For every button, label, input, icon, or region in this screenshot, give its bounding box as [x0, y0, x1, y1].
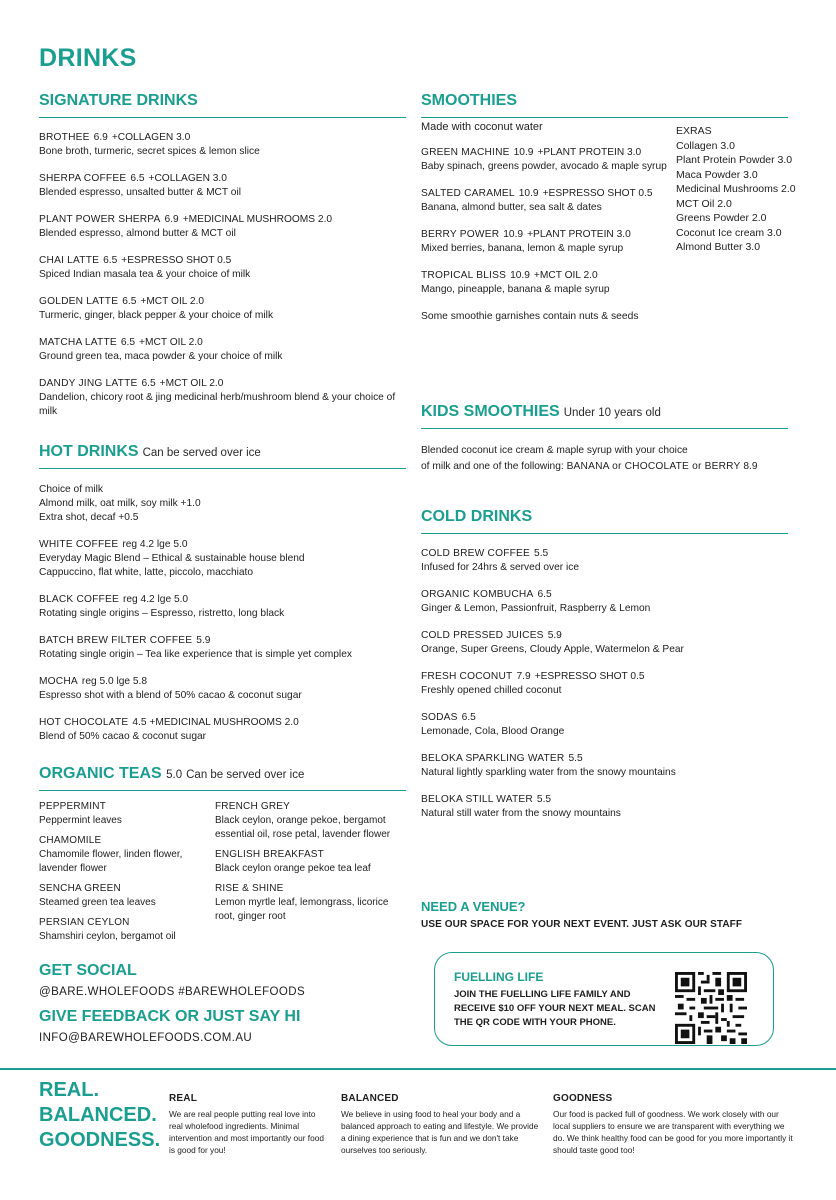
item-description: Bone broth, turmeric, secret spices & lemon slice: [39, 146, 260, 157]
item-name-row: [39, 131, 406, 145]
pillar-title: REAL: [169, 1093, 198, 1104]
item-price: 10.9: [510, 270, 530, 281]
teas-price: 5.0: [166, 769, 183, 781]
item-description: Dandelion, chicory root & jing medicinal herb/mushroom blend & your choice of milk: [39, 392, 396, 417]
item-name: COLD BREW COFFEE: [421, 548, 531, 559]
item-price: 5.5: [534, 548, 549, 559]
item-addon: +COLLAGEN 3.0: [148, 173, 227, 184]
cold-drinks-section: [421, 508, 788, 821]
item-description: Mango, pineapple, banana & maple syrup: [421, 284, 610, 295]
teas-subheading: Can be served over ice: [186, 769, 305, 781]
menu-item: [421, 228, 671, 256]
pillar-text: We are real people putting real love into real wholefood ingredients. Minimal intervention and most importantly our food is good for you!: [169, 1109, 324, 1155]
item-name: BELOKA STILL WATER: [421, 794, 533, 805]
smoothie-note: Some smoothie garnishes contain nuts & seeds: [421, 311, 639, 322]
item-name: WHITE COFFEE: [39, 539, 119, 550]
item-price: 10.9: [513, 147, 534, 158]
item-name-row: [39, 254, 406, 268]
item-description: Infused for 24hrs & served over ice: [421, 562, 579, 573]
item-description: Blend of 50% cacao & coconut sugar: [39, 731, 207, 742]
tea-name: FRENCH GREY: [215, 801, 290, 812]
item-name: BERRY POWER: [421, 229, 500, 240]
social-heading: GET SOCIAL: [39, 962, 137, 979]
item-price: 6.5: [120, 337, 136, 348]
hot-subheading: Can be served over ice: [142, 447, 261, 459]
item-price: 6.5: [130, 173, 145, 184]
pillar-goodness: [553, 1093, 793, 1156]
pillar-balanced: [341, 1093, 541, 1156]
item-price: reg 5.0 lge 5.8: [81, 676, 148, 687]
item-name: MATCHA LATTE: [39, 337, 117, 348]
tea-description: Chamomile flower, linden flower, lavender flower: [39, 849, 183, 874]
menu-item: [39, 377, 406, 419]
pillar-text: Our food is packed full of goodness. We work closely with our local suppliers to ensure we are transparent with everything we do. We think healthy food can be good for you more importantly it should taste good too!: [553, 1109, 793, 1155]
item-name: SODAS: [421, 712, 458, 723]
signature-heading: SIGNATURE DRINKS: [39, 92, 406, 118]
item-price: 10.9: [518, 188, 539, 199]
item-price: 10.9: [503, 229, 524, 240]
item-name-row: [39, 172, 406, 186]
item-description: Rotating single origin – Tea like experience that is simple yet complex: [39, 649, 352, 660]
venue-heading: NEED A VENUE?: [421, 899, 526, 914]
kids-line: of milk and one of the following:: [421, 461, 564, 472]
item-name: BLACK COFFEE: [39, 594, 119, 605]
item-name-row: [421, 670, 788, 684]
menu-item: [39, 634, 406, 662]
item-name: MOCHA: [39, 676, 78, 687]
extra-item: MCT Oil 2.0: [676, 197, 732, 210]
item-name: PLANT POWER SHERPA: [39, 214, 161, 225]
item-price: 6.5: [537, 589, 552, 600]
item-price: 5.9: [196, 635, 211, 646]
venue-text: USE OUR SPACE FOR YOUR NEXT EVENT. JUST ASK OUR STAFF: [421, 919, 743, 930]
kids-options: BANANA or CHOCOLATE or BERRY: [566, 461, 741, 472]
item-name-row: [421, 793, 788, 807]
item-addon: +PLANT PROTEIN 3.0: [527, 229, 631, 240]
tea-item: [215, 800, 395, 842]
menu-item: [421, 793, 788, 821]
kids-price: 8.9: [743, 461, 758, 472]
tea-item: [39, 882, 201, 910]
extras-heading: EXRAS: [676, 125, 712, 137]
menu-item: [421, 711, 788, 739]
tea-name: ENGLISH BREAKFAST: [215, 849, 324, 860]
extra-item: Medicinal Mushrooms 2.0: [676, 183, 796, 195]
item-price: 6.5: [141, 378, 156, 389]
cold-heading: COLD DRINKS: [421, 508, 788, 534]
item-price: reg 4.2 lge 5.0: [122, 594, 189, 605]
tea-name: PERSIAN CEYLON: [39, 917, 130, 928]
item-name-row: [421, 187, 671, 201]
kids-heading: KIDS SMOOTHIES: [421, 403, 560, 420]
extra-item: Coconut Ice cream 3.0: [676, 226, 782, 239]
menu-item: [421, 752, 788, 780]
contact-email[interactable]: INFO@BAREWHOLEFOODS.COM.AU: [39, 1032, 253, 1044]
item-name-row: [39, 295, 406, 309]
tea-item: [39, 800, 201, 828]
tea-name: CHAMOMILE: [39, 835, 102, 846]
menu-item: [421, 146, 671, 174]
item-name: GREEN MACHINE: [421, 147, 510, 158]
extra-item: Plant Protein Powder 3.0: [676, 154, 793, 166]
item-name: COLD PRESSED JUICES: [421, 630, 544, 641]
menu-item: [39, 716, 406, 744]
item-description: Spiced Indian masala tea & your choice of milk: [39, 269, 251, 280]
item-name: TROPICAL BLISS: [421, 270, 507, 281]
venue-section: [421, 899, 801, 930]
item-name: CHAI LATTE: [39, 255, 100, 266]
item-description: Turmeric, ginger, black pepper & your choice of milk: [39, 310, 274, 321]
menu-item: [39, 336, 406, 364]
item-addon: +MCT OIL 2.0: [140, 296, 205, 307]
item-name-row: [39, 675, 406, 689]
item-description: Lemonade, Cola, Blood Orange: [421, 726, 565, 737]
menu-item: [39, 538, 406, 580]
item-name-row: [39, 336, 406, 350]
item-name: SALTED CARAMEL: [421, 188, 515, 199]
item-addon: +MCT OIL 2.0: [533, 270, 598, 281]
item-name: GOLDEN LATTE: [39, 296, 119, 307]
item-name-row: [39, 538, 406, 552]
item-addon: +MCT OIL 2.0: [159, 378, 224, 389]
milk-line: Almond milk, oat milk, soy milk +1.0: [39, 498, 201, 509]
tagline: [39, 1078, 160, 1153]
item-addon: +COLLAGEN 3.0: [111, 132, 191, 143]
tea-item: [215, 882, 395, 924]
page-title: DRINKS: [39, 44, 137, 72]
extra-item: Collagen 3.0: [676, 139, 735, 152]
item-price: reg 4.2 lge 5.0: [122, 539, 188, 550]
tea-description: Steamed green tea leaves: [39, 897, 156, 908]
menu-item: [421, 187, 671, 215]
item-description: Mixed berries, banana, lemon & maple syrup: [421, 243, 624, 254]
menu-item: [421, 547, 788, 575]
item-price: 6.9: [93, 132, 108, 143]
item-description: Everyday Magic Blend – Ethical & sustainable house blend: [39, 553, 305, 564]
item-name: HOT CHOCOLATE: [39, 717, 129, 728]
item-price: 4.5 +MEDICINAL MUSHROOMS 2.0: [132, 717, 299, 728]
item-name: DANDY JING LATTE: [39, 378, 138, 389]
smoothies-heading: SMOOTHIES: [421, 92, 788, 118]
item-addon: +PLANT PROTEIN 3.0: [537, 147, 642, 158]
promo-text: JOIN THE FUELLING LIFE FAMILY AND RECEIVE $10 OFF YOUR NEXT MEAL. SCAN THE QR CODE WITH YOUR PHONE.: [454, 989, 656, 1028]
item-addon: +ESPRESSO SHOT 0.5: [121, 255, 232, 266]
item-name: FRESH COCONUT: [421, 671, 513, 682]
kids-line: Blended coconut ice cream & maple syrup with your choice: [421, 445, 688, 456]
feedback-heading: GIVE FEEDBACK OR JUST SAY HI: [39, 1008, 301, 1025]
item-name-row: [421, 711, 788, 725]
item-description: Rotating single origins – Espresso, ristretto, long black: [39, 608, 285, 619]
item-addon: +ESPRESSO SHOT 0.5: [542, 188, 653, 199]
social-handles[interactable]: @BARE.WHOLEFOODS #BAREWHOLEFOODS: [39, 986, 306, 998]
tea-description: Black ceylon, orange pekoe, bergamot essential oil, rose petal, lavender flower: [215, 815, 391, 840]
item-price: 6.5: [122, 296, 137, 307]
milk-line: Extra shot, decaf +0.5: [39, 512, 139, 523]
promo-heading: FUELLING LIFE: [454, 970, 544, 984]
item-description: Freshly opened chilled coconut: [421, 685, 562, 696]
tagline-line: GOODNESS.: [39, 1129, 161, 1151]
tea-description: Peppermint leaves: [39, 815, 122, 826]
extra-item: Maca Powder 3.0: [676, 168, 758, 181]
item-name-row: [39, 716, 406, 730]
item-name-row: [421, 547, 788, 561]
pillar-text: We believe in using food to heal your body and a balanced approach to eating and lifestyle. We provide a dining experience that is fun and we don't take ourselves too seriously.: [341, 1109, 539, 1155]
item-description: Blended espresso, almond butter & MCT oil: [39, 228, 236, 239]
item-description: Blended espresso, unsalted butter & MCT oil: [39, 187, 241, 198]
signature-section: [39, 92, 406, 419]
tagline-line: BALANCED.: [39, 1104, 157, 1126]
tea-description: Black ceylon orange pekoe tea leaf: [215, 863, 371, 874]
item-name-row: [421, 146, 671, 160]
menu-item: [39, 131, 406, 159]
tea-name: SENCHA GREEN: [39, 883, 121, 894]
social-section: [39, 962, 406, 1044]
extra-item: Greens Powder 2.0: [676, 212, 767, 224]
item-price: 7.9: [516, 671, 531, 682]
qr-code-icon[interactable]: [675, 972, 747, 1044]
item-addon: +MCT OIL 2.0: [139, 337, 203, 348]
item-addon: +MEDICINAL MUSHROOMS 2.0: [182, 214, 333, 225]
item-name-row: [421, 269, 671, 283]
item-description: Natural still water from the snowy mountains: [421, 808, 621, 819]
smoothies-subheading: Made with coconut water: [421, 121, 543, 133]
menu-item: [421, 629, 788, 657]
hot-heading: HOT DRINKS: [39, 443, 139, 460]
menu-item: [421, 269, 671, 297]
kids-subheading: Under 10 years old: [563, 407, 661, 419]
tea-name: PEPPERMINT: [39, 801, 107, 812]
item-price: 6.5: [103, 255, 118, 266]
item-name-row: [421, 629, 788, 643]
item-name-row: [39, 593, 406, 607]
footer-divider: [0, 1068, 836, 1070]
menu-item: [39, 172, 406, 200]
teas-heading: ORGANIC TEAS: [39, 765, 162, 782]
item-description: Ginger & Lemon, Passionfruit, Raspberry & Lemon: [421, 603, 651, 614]
item-name: BELOKA SPARKLING WATER: [421, 753, 565, 764]
tea-description: Shamshiri ceylon, bergamot oil: [39, 931, 176, 942]
menu-item: [39, 213, 406, 241]
item-description: Baby spinach, greens powder, avocado & maple syrup: [421, 161, 667, 172]
teas-section: [39, 765, 406, 944]
pillar-title: BALANCED: [341, 1093, 399, 1104]
milk-options: [39, 483, 406, 525]
pillar-title: GOODNESS: [553, 1093, 613, 1104]
tea-item: [39, 916, 201, 944]
item-addon: +ESPRESSO SHOT 0.5: [534, 671, 645, 682]
tea-item: [39, 834, 201, 876]
menu-item: [421, 670, 788, 698]
item-description: Cappuccino, flat white, latte, piccolo, macchiato: [39, 567, 254, 578]
item-price: 5.9: [547, 630, 562, 641]
item-description: Natural lightly sparkling water from the snowy mountains: [421, 767, 676, 778]
tea-description: Lemon myrtle leaf, lemongrass, licorice root, ginger root: [215, 897, 389, 922]
item-name-row: [39, 634, 406, 648]
tagline-line: REAL.: [39, 1079, 99, 1101]
hot-drinks-section: [39, 443, 406, 744]
menu-item: [39, 675, 406, 703]
menu-item: [39, 593, 406, 621]
kids-smoothies-section: [421, 403, 788, 475]
item-name: ORGANIC KOMBUCHA: [421, 589, 534, 600]
item-name-row: [421, 228, 671, 242]
item-price: 5.5: [536, 794, 552, 805]
item-description: Banana, almond butter, sea salt & dates: [421, 202, 602, 213]
milk-line: Choice of milk: [39, 484, 103, 495]
extras-list: [676, 124, 796, 255]
extra-item: Almond Butter 3.0: [676, 241, 761, 253]
item-name: BATCH BREW FILTER COFFEE: [39, 635, 193, 646]
item-name-row: [39, 213, 406, 227]
item-name: BROTHEE: [39, 132, 90, 143]
menu-item: [421, 588, 788, 616]
pillar-real: [169, 1093, 329, 1156]
item-description: Espresso shot with a blend of 50% cacao & coconut sugar: [39, 690, 302, 701]
item-name: SHERPA COFFEE: [39, 173, 127, 184]
tea-name: RISE & SHINE: [215, 883, 284, 894]
item-price: 6.9: [164, 214, 179, 225]
item-description: Orange, Super Greens, Cloudy Apple, Watermelon & Pear: [421, 644, 684, 655]
item-description: Ground green tea, maca powder & your choice of milk: [39, 351, 283, 362]
menu-item: [39, 254, 406, 282]
item-price: 5.5: [568, 753, 583, 764]
item-price: 6.5: [461, 712, 476, 723]
menu-item: [39, 295, 406, 323]
item-name-row: [421, 752, 788, 766]
item-name-row: [39, 377, 406, 391]
item-name-row: [421, 588, 788, 602]
tea-item: [215, 848, 395, 876]
